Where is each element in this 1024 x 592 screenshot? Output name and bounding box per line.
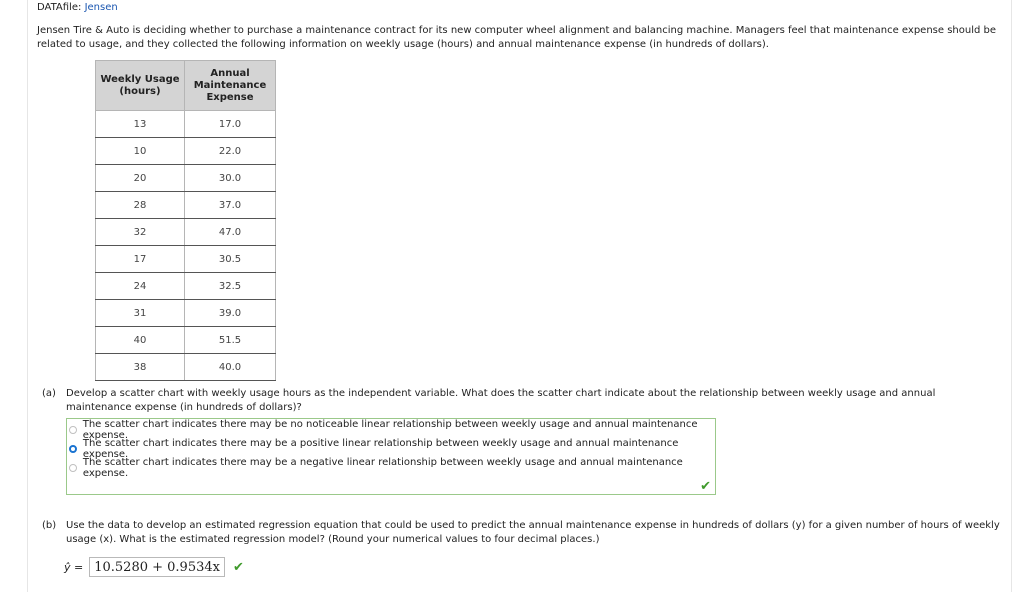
radio-button[interactable] [69, 464, 77, 472]
option-no-relationship[interactable] [67, 421, 715, 439]
usage-cell: 28 [96, 192, 185, 219]
table-row [96, 111, 276, 138]
expense-cell: 47.0 [185, 219, 276, 246]
option-positive-relationship[interactable] [67, 440, 715, 458]
expense-cell: 17.0 [185, 111, 276, 138]
checkmark-icon: ✔ [700, 479, 711, 494]
expense-cell: 39.0 [185, 300, 276, 327]
radio-button-selected[interactable] [69, 445, 77, 453]
datafile-label: DATAfile: [37, 2, 82, 13]
usage-cell: 40 [96, 327, 185, 354]
usage-cell: 38 [96, 354, 185, 381]
table-row [96, 246, 276, 273]
checkmark-icon: ✔ [232, 559, 244, 575]
option-label: The scatter chart indicates there may be a positive linear relationship between weekly usage and annual maintenance expense. [82, 438, 679, 460]
header-weekly-usage: Weekly Usage (hours) [96, 61, 185, 111]
regression-equation-input[interactable]: 10.5280 + 0.9534x [89, 557, 225, 577]
radio-button[interactable] [69, 426, 77, 434]
option-label: The scatter chart indicates there may be a negative linear relationship between weekly usage and annual maintenance expense. [82, 457, 683, 479]
usage-cell: 20 [96, 165, 185, 192]
regression-answer [64, 556, 244, 578]
usage-cell: 10 [96, 138, 185, 165]
table-row [96, 219, 276, 246]
usage-cell: 32 [96, 219, 185, 246]
data-table [95, 60, 276, 381]
usage-cell: 13 [96, 111, 185, 138]
question-b-label: (b) [42, 520, 57, 531]
expense-cell: 37.0 [185, 192, 276, 219]
expense-cell: 40.0 [185, 354, 276, 381]
expense-cell: 22.0 [185, 138, 276, 165]
expense-cell: 51.5 [185, 327, 276, 354]
header-annual-expense: Annual Maintenance Expense [185, 61, 276, 111]
question-a-label: (a) [42, 388, 56, 399]
table-row [96, 300, 276, 327]
yhat-label: ŷ = [64, 560, 84, 574]
question-b-text: Use the data to develop an estimated regression equation that could be used to predict the annual maintenance expense in hundreds of dollars (y) for a given number of hours of weekly usage (x). What is the estimated regression model? (Round your numerical values to four decimal places.) [66, 520, 1000, 545]
expense-cell: 32.5 [185, 273, 276, 300]
usage-cell: 31 [96, 300, 185, 327]
table-row [96, 192, 276, 219]
option-negative-relationship[interactable] [67, 459, 715, 477]
table-row [96, 138, 276, 165]
table-row [96, 327, 276, 354]
problem-intro: Jensen Tire & Auto is deciding whether to purchase a maintenance contract for its new computer wheel alignment and balancing machine. Managers feel that maintenance expense should be related to usage, and they collected the following information on weekly usage (hours) and annual maintenance expense (in hundreds of dollars). [37, 25, 997, 50]
table-row [96, 165, 276, 192]
table-row [96, 354, 276, 381]
option-label: The scatter chart indicates there may be no noticeable linear relationship between weekly usage and annual maintenance expense. [82, 419, 698, 441]
question-a-text: Develop a scatter chart with weekly usage hours as the independent variable. What does the scatter chart indicate about the relationship between weekly usage and annual maintenance expense (in hundreds of dollars)? [66, 388, 936, 413]
usage-cell: 17 [96, 246, 185, 273]
datafile-link[interactable]: Jensen [84, 2, 118, 13]
answer-options-box [66, 418, 716, 495]
table-row [96, 273, 276, 300]
expense-cell: 30.5 [185, 246, 276, 273]
datafile-line [37, 2, 118, 13]
question-b [42, 519, 1002, 547]
expense-cell: 30.0 [185, 165, 276, 192]
question-a [42, 387, 1002, 415]
usage-cell: 24 [96, 273, 185, 300]
